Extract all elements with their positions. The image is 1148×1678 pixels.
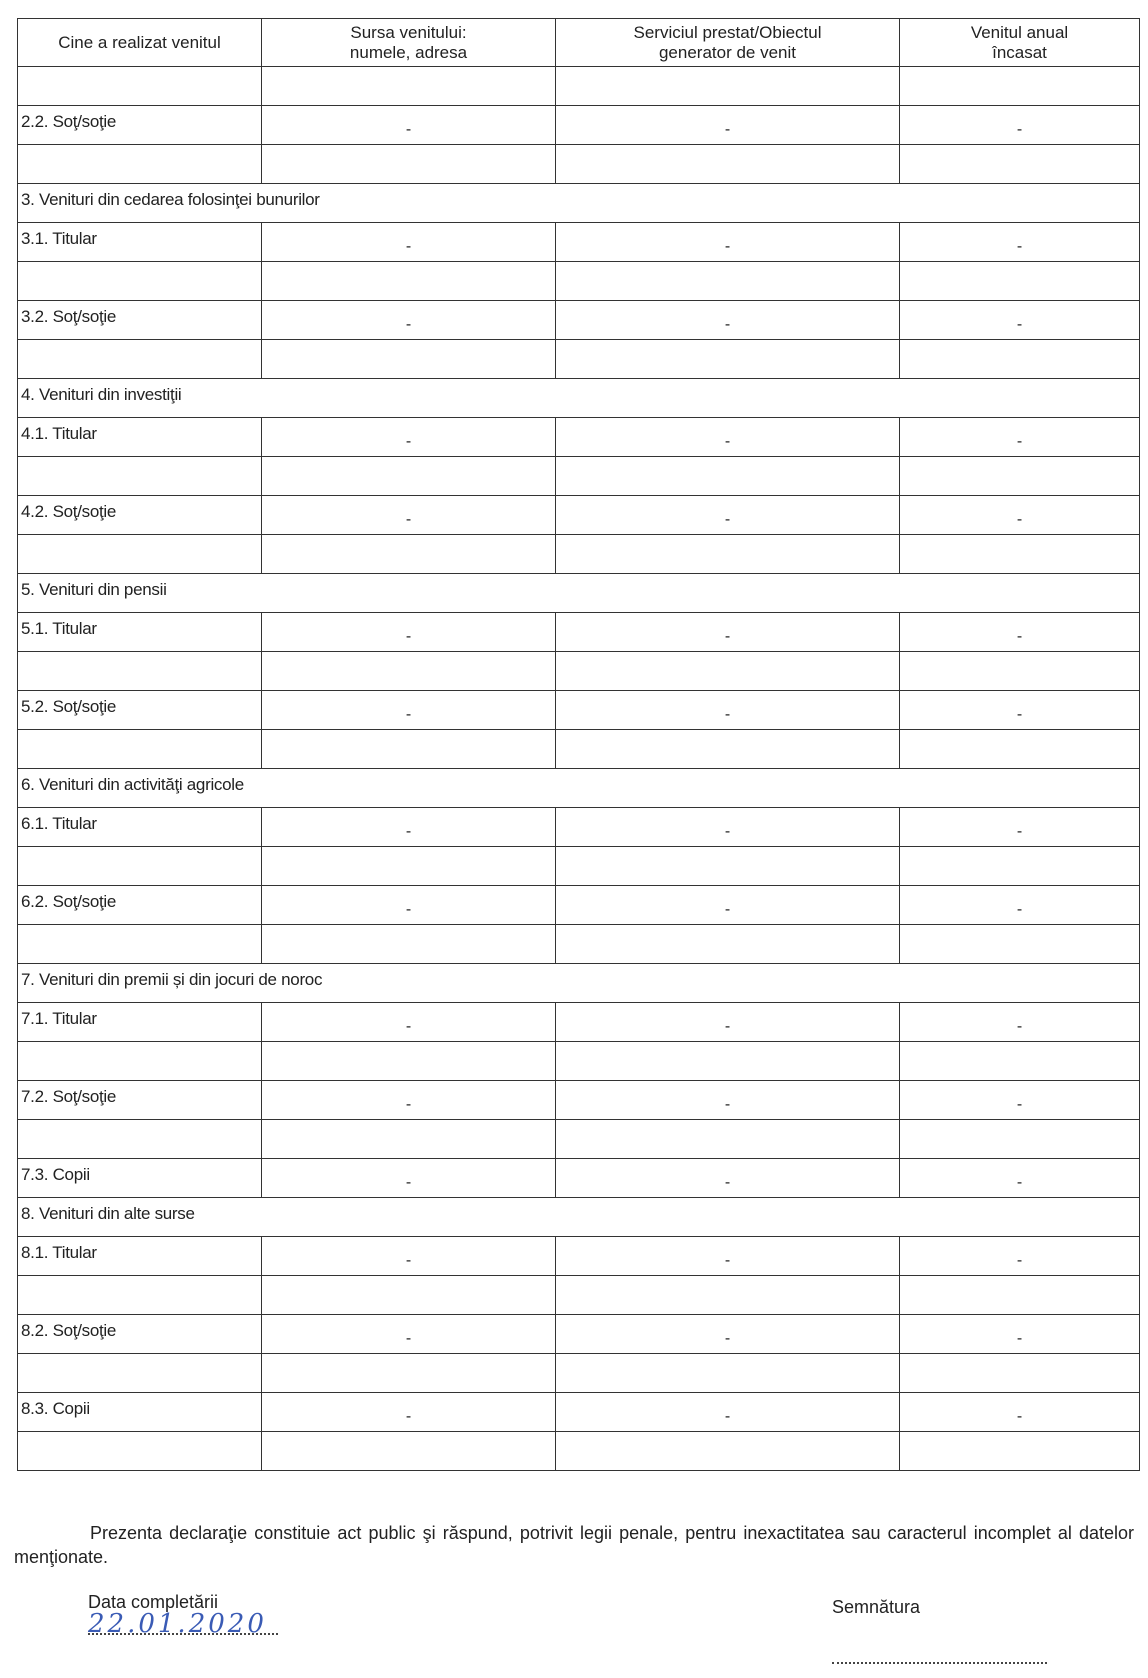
section-label: 5. Venituri din pensii xyxy=(21,580,167,599)
date-label: Data completării xyxy=(88,1592,219,1612)
row-label: 6.1. Titular xyxy=(21,814,97,833)
row-label-cell xyxy=(18,1159,262,1198)
cell-value: - xyxy=(1016,901,1023,918)
service-cell xyxy=(556,223,900,262)
service-cell xyxy=(556,1393,900,1432)
cell-value: - xyxy=(724,1408,731,1425)
source-cell xyxy=(262,613,556,652)
income-cell xyxy=(900,1081,1140,1120)
service-cell xyxy=(556,301,900,340)
service-cell xyxy=(556,691,900,730)
row-label: 7.2. Soţ/soţie xyxy=(21,1087,117,1106)
empty-cell xyxy=(18,1120,262,1159)
empty-cell xyxy=(262,535,556,574)
cell-value: - xyxy=(1016,238,1023,255)
row-label: 8.3. Copii xyxy=(21,1399,90,1418)
cell-value: - xyxy=(724,706,731,723)
cell-value: - xyxy=(1016,121,1023,138)
row-label-cell xyxy=(18,808,262,847)
source-cell xyxy=(262,1315,556,1354)
row-label-cell xyxy=(18,418,262,457)
table-row xyxy=(18,1315,1140,1354)
row-label-cell xyxy=(18,1393,262,1432)
empty-cell xyxy=(18,1042,262,1081)
empty-cell xyxy=(262,925,556,964)
table-row xyxy=(18,1159,1140,1198)
row-label: 5.1. Titular xyxy=(21,619,97,638)
cell-value: - xyxy=(1016,433,1023,450)
table-row xyxy=(18,613,1140,652)
empty-cell xyxy=(18,535,262,574)
empty-cell xyxy=(556,340,900,379)
empty-cell xyxy=(556,535,900,574)
empty-row xyxy=(18,262,1140,301)
table-row xyxy=(18,691,1140,730)
empty-row xyxy=(18,67,1140,106)
header-service: Serviciul prestat/Obiectul generator de venit xyxy=(556,19,900,67)
row-label: 5.2. Soţ/soţie xyxy=(21,697,117,716)
cell-value: - xyxy=(1016,823,1023,840)
section-cell xyxy=(18,1198,1140,1237)
cell-value: - xyxy=(724,1018,731,1035)
cell-value: - xyxy=(1016,1174,1023,1191)
empty-cell xyxy=(18,67,262,106)
date-value: 22.01.2020 xyxy=(88,1609,267,1639)
empty-cell xyxy=(262,1432,556,1471)
cell-value: - xyxy=(724,1096,731,1113)
cell-value: - xyxy=(1016,628,1023,645)
income-cell xyxy=(900,106,1140,145)
section-row xyxy=(18,379,1140,418)
cell-value: - xyxy=(724,1330,731,1347)
income-table xyxy=(17,18,1140,1471)
service-cell xyxy=(556,808,900,847)
cell-value: - xyxy=(724,433,731,450)
income-cell xyxy=(900,691,1140,730)
source-cell xyxy=(262,1393,556,1432)
income-cell xyxy=(900,886,1140,925)
empty-cell xyxy=(18,262,262,301)
service-cell xyxy=(556,106,900,145)
row-label-cell xyxy=(18,301,262,340)
empty-cell xyxy=(262,1120,556,1159)
section-cell xyxy=(18,964,1140,1003)
empty-row xyxy=(18,1120,1140,1159)
empty-cell xyxy=(556,1042,900,1081)
income-cell xyxy=(900,223,1140,262)
empty-row xyxy=(18,847,1140,886)
row-label: 4.2. Soţ/soţie xyxy=(21,502,117,521)
row-label-cell xyxy=(18,613,262,652)
empty-cell xyxy=(556,145,900,184)
cell-value: - xyxy=(724,238,731,255)
cell-value: - xyxy=(405,511,412,528)
income-cell xyxy=(900,301,1140,340)
service-cell xyxy=(556,1081,900,1120)
section-label: 3. Venituri din cedarea folosinţei bunurilor xyxy=(21,190,320,209)
cell-value: - xyxy=(724,823,731,840)
empty-cell xyxy=(262,1354,556,1393)
row-label-cell xyxy=(18,886,262,925)
source-cell xyxy=(262,886,556,925)
income-cell xyxy=(900,613,1140,652)
cell-value: - xyxy=(405,1096,412,1113)
section-cell xyxy=(18,574,1140,613)
row-label: 2.2. Soţ/soţie xyxy=(21,112,117,131)
cell-value: - xyxy=(724,1174,731,1191)
income-cell xyxy=(900,1393,1140,1432)
empty-cell xyxy=(556,730,900,769)
cell-value: - xyxy=(405,1408,412,1425)
income-cell xyxy=(900,1315,1140,1354)
declaration-statement xyxy=(14,1521,1134,1569)
cell-value: - xyxy=(724,1252,731,1269)
cell-value: - xyxy=(405,1252,412,1269)
row-label: 8.1. Titular xyxy=(21,1243,97,1262)
cell-value: - xyxy=(724,628,731,645)
empty-cell xyxy=(18,340,262,379)
table-row xyxy=(18,106,1140,145)
income-cell xyxy=(900,418,1140,457)
table-row xyxy=(18,1003,1140,1042)
source-cell xyxy=(262,1237,556,1276)
empty-cell xyxy=(262,730,556,769)
row-label-cell xyxy=(18,496,262,535)
empty-cell xyxy=(556,67,900,106)
source-cell xyxy=(262,301,556,340)
row-label: 7.3. Copii xyxy=(21,1165,90,1184)
row-label-cell xyxy=(18,1237,262,1276)
service-cell xyxy=(556,496,900,535)
empty-cell xyxy=(262,847,556,886)
table-row xyxy=(18,301,1140,340)
cell-value: - xyxy=(1016,316,1023,333)
empty-cell xyxy=(900,1432,1140,1471)
empty-cell xyxy=(262,1042,556,1081)
source-cell xyxy=(262,1081,556,1120)
empty-cell xyxy=(556,847,900,886)
signature-label: Semnătura xyxy=(832,1597,921,1617)
empty-cell xyxy=(18,925,262,964)
cell-value: - xyxy=(1016,1408,1023,1425)
cell-value: - xyxy=(405,1018,412,1035)
empty-cell xyxy=(556,262,900,301)
empty-row xyxy=(18,457,1140,496)
empty-cell xyxy=(900,340,1140,379)
cell-value: - xyxy=(724,511,731,528)
empty-row xyxy=(18,1432,1140,1471)
source-cell xyxy=(262,1003,556,1042)
section-cell xyxy=(18,184,1140,223)
empty-cell xyxy=(18,1354,262,1393)
empty-cell xyxy=(556,457,900,496)
cell-value: - xyxy=(405,628,412,645)
cell-value: - xyxy=(405,901,412,918)
empty-row xyxy=(18,145,1140,184)
empty-cell xyxy=(900,262,1140,301)
empty-cell xyxy=(900,652,1140,691)
empty-cell xyxy=(262,340,556,379)
source-cell xyxy=(262,106,556,145)
empty-cell xyxy=(900,847,1140,886)
row-label: 7.1. Titular xyxy=(21,1009,97,1028)
service-cell xyxy=(556,1237,900,1276)
cell-value: - xyxy=(724,121,731,138)
table-row xyxy=(18,1081,1140,1120)
income-cell xyxy=(900,1237,1140,1276)
service-cell xyxy=(556,613,900,652)
empty-cell xyxy=(556,1354,900,1393)
empty-cell xyxy=(556,1276,900,1315)
cell-value: - xyxy=(405,238,412,255)
income-cell xyxy=(900,1003,1140,1042)
service-cell xyxy=(556,1315,900,1354)
table-row xyxy=(18,496,1140,535)
section-row xyxy=(18,769,1140,808)
empty-row xyxy=(18,1354,1140,1393)
statement-text: Prezenta declaraţie constituie act public şi răspund, potrivit legii penale, pentru inexactitatea sau caracterul incomplet al datelor menţionate. xyxy=(14,1523,1134,1567)
income-cell xyxy=(900,1159,1140,1198)
empty-cell xyxy=(18,847,262,886)
empty-cell xyxy=(900,730,1140,769)
empty-row xyxy=(18,1042,1140,1081)
cell-value: - xyxy=(405,1174,412,1191)
empty-cell xyxy=(18,730,262,769)
empty-cell xyxy=(556,1120,900,1159)
table-row xyxy=(18,1237,1140,1276)
empty-cell xyxy=(900,1276,1140,1315)
row-label-cell xyxy=(18,106,262,145)
empty-cell xyxy=(262,652,556,691)
empty-cell xyxy=(900,457,1140,496)
empty-cell xyxy=(262,262,556,301)
empty-cell xyxy=(900,925,1140,964)
completion-date-block xyxy=(88,1592,288,1639)
empty-cell xyxy=(18,1276,262,1315)
empty-cell xyxy=(18,1432,262,1471)
cell-value: - xyxy=(724,901,731,918)
cell-value: - xyxy=(1016,511,1023,528)
empty-cell xyxy=(262,457,556,496)
row-label-cell xyxy=(18,1081,262,1120)
empty-row xyxy=(18,340,1140,379)
signature-block xyxy=(832,1597,1052,1664)
cell-value: - xyxy=(1016,1096,1023,1113)
section-row xyxy=(18,964,1140,1003)
cell-value: - xyxy=(1016,1252,1023,1269)
row-label-cell xyxy=(18,223,262,262)
empty-cell xyxy=(900,1042,1140,1081)
row-label: 4.1. Titular xyxy=(21,424,97,443)
empty-cell xyxy=(556,1432,900,1471)
table-row xyxy=(18,1393,1140,1432)
table-header-row xyxy=(18,19,1140,67)
section-row xyxy=(18,184,1140,223)
income-cell xyxy=(900,808,1140,847)
row-label-cell xyxy=(18,691,262,730)
source-cell xyxy=(262,691,556,730)
empty-row xyxy=(18,652,1140,691)
empty-cell xyxy=(556,652,900,691)
service-cell xyxy=(556,886,900,925)
section-row xyxy=(18,1198,1140,1237)
source-cell xyxy=(262,496,556,535)
empty-cell xyxy=(18,145,262,184)
service-cell xyxy=(556,1003,900,1042)
source-cell xyxy=(262,808,556,847)
service-cell xyxy=(556,1159,900,1198)
table-row xyxy=(18,886,1140,925)
row-label-cell xyxy=(18,1003,262,1042)
section-label: 8. Venituri din alte surse xyxy=(21,1204,195,1223)
income-cell xyxy=(900,496,1140,535)
empty-cell xyxy=(18,652,262,691)
cell-value: - xyxy=(405,121,412,138)
section-cell xyxy=(18,769,1140,808)
table-row xyxy=(18,223,1140,262)
cell-value: - xyxy=(405,433,412,450)
empty-cell xyxy=(556,925,900,964)
empty-row xyxy=(18,730,1140,769)
empty-row xyxy=(18,1276,1140,1315)
empty-cell xyxy=(262,67,556,106)
empty-cell xyxy=(262,1276,556,1315)
section-label: 6. Venituri din activităţi agricole xyxy=(21,775,244,794)
signature-line xyxy=(832,1662,1047,1664)
empty-cell xyxy=(900,145,1140,184)
source-cell xyxy=(262,418,556,457)
cell-value: - xyxy=(405,1330,412,1347)
table-row xyxy=(18,418,1140,457)
cell-value: - xyxy=(724,316,731,333)
empty-row xyxy=(18,535,1140,574)
cell-value: - xyxy=(1016,706,1023,723)
table-row xyxy=(18,808,1140,847)
service-cell xyxy=(556,418,900,457)
header-source: Sursa venitului: numele, adresa xyxy=(262,19,556,67)
cell-value: - xyxy=(405,823,412,840)
empty-cell xyxy=(900,535,1140,574)
row-label-cell xyxy=(18,1315,262,1354)
section-label: 7. Venituri din premii și din jocuri de noroc xyxy=(21,970,323,989)
cell-value: - xyxy=(1016,1018,1023,1035)
source-cell xyxy=(262,223,556,262)
empty-row xyxy=(18,925,1140,964)
section-cell xyxy=(18,379,1140,418)
cell-value: - xyxy=(405,706,412,723)
empty-cell xyxy=(900,1120,1140,1159)
source-cell xyxy=(262,1159,556,1198)
cell-value: - xyxy=(1016,1330,1023,1347)
row-label: 3.1. Titular xyxy=(21,229,97,248)
empty-cell xyxy=(18,457,262,496)
empty-cell xyxy=(900,1354,1140,1393)
row-label: 3.2. Soţ/soţie xyxy=(21,307,117,326)
empty-cell xyxy=(900,67,1140,106)
header-annual-income: Venitul anual încasat xyxy=(900,19,1140,67)
header-who: Cine a realizat venitul xyxy=(18,19,262,67)
cell-value: - xyxy=(405,316,412,333)
section-row xyxy=(18,574,1140,613)
empty-cell xyxy=(262,145,556,184)
row-label: 6.2. Soţ/soţie xyxy=(21,892,117,911)
row-label: 8.2. Soţ/soţie xyxy=(21,1321,117,1340)
section-label: 4. Venituri din investiţii xyxy=(21,385,182,404)
